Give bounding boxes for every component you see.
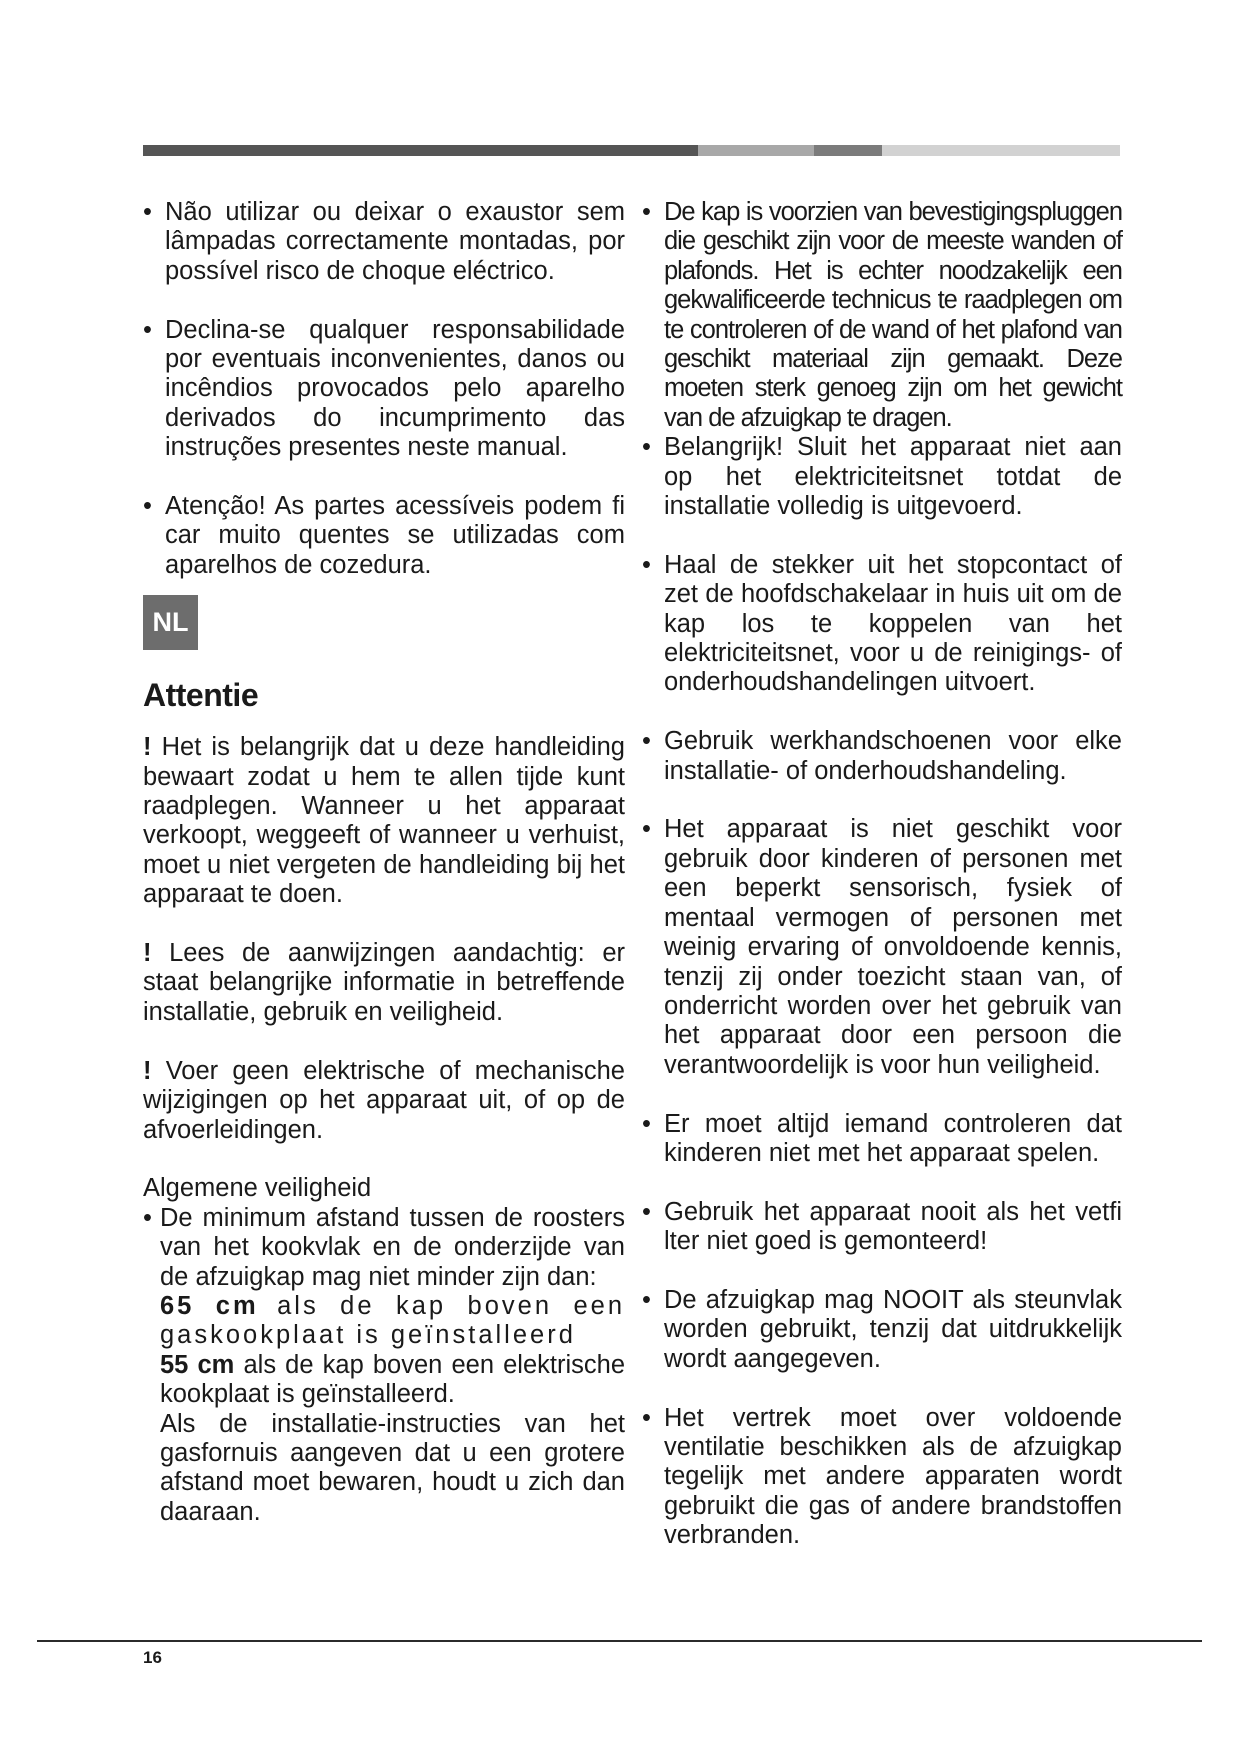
bullet-dot: • [642,1285,651,1314]
gas-distance: 65 cm als de kap boven een gaskookplaat is geïnstalleerd [160,1291,625,1350]
electric-distance: 55 cm als de kap boven een elektrische kookplaat is geïnstalleerd. [160,1350,626,1409]
bullet-dot: • [642,1403,651,1432]
distance-note: Als de installatie-instructies van het gasfornuis aangeven dat u een grotere afstand moet bewaren, houdt u zich dan daaraan. [160,1409,625,1526]
nl-bullet: • De afzuigkap mag NOOIT als steunvlak worden gebruikt, tenzij dat uitdrukkelijk wordt aangegeven. [642,1285,1122,1373]
warning-paragraph: ! Het is belangrijk dat u deze handleiding bewaart zodat u hem te allen tijde kunt raadplegen. Wanneer u het apparaat verkoopt, weggeeft of wanneer u verhuist, moet u niet vergeten de handleiding bij het apparaat te doen. [143,733,625,909]
nl-bullet: • Haal de stekker uit het stopcontact of zet de hoofdschakelaar in huis uit om de kap los te koppelen van het elektriciteitsnet, voor u de reinigings- of onderhoudshandelingen uitvoert. [642,550,1122,697]
bullet-dot: • [143,492,152,521]
bullet-dot: • [143,198,152,226]
left-column [143,198,625,1527]
pt-bullet: • Não utilizar ou deixar o exaustor sem lâmpadas correctamente montadas, por possível risco de choque eléctrico. [143,198,625,285]
warning-mark: ! [143,939,152,968]
nl-bullet: • Het vertrek moet over voldoende ventilatie beschikken als de afzuigkap tegelijk met andere apparaten wordt gebruikt die gas of andere brandstoffen verbranden. [642,1403,1122,1550]
header-color-bar [143,145,1120,156]
bullet-dot: • [642,1109,651,1138]
nl-bullet: • Er moet altijd iemand controleren dat kinderen niet met het apparaat spelen. [642,1109,1122,1167]
electric-distance-value: 55 cm [160,1350,235,1379]
warning-paragraph: ! Lees de aanwijzingen aandachtig: er staat belangrijke informatie in betreffende installatie, gebruik en veiligheid. [143,939,625,1026]
bullet-dot: • [642,727,651,756]
warning-mark: ! [143,1056,152,1085]
section-heading: Attentie [143,677,259,714]
language-badge: NL [143,595,198,650]
page-number: 16 [143,1648,162,1667]
header-bar-light [882,145,1120,156]
pt-bullet: • Atenção! As partes acessíveis podem fi car muito quentes se utilizadas com aparelhos de cozedura. [143,492,625,579]
nl-bullet: • Gebruik het apparaat nooit als het vetfi lter niet goed is gemonteerd! [642,1197,1122,1256]
bullet-dot: • [642,198,650,226]
nl-bullet: • De kap is voorzien van bevestigingspluggen die geschikt zijn voor de meeste wanden of plafonds. Het is echter noodzakelijk een gekwalificeerde technicus te raadplegen om te controleren of de wand of het plafond van geschikt materiaal zijn gemaakt. Deze moeten sterk genoeg zijn om het gewicht van de afzuigkap te dragen. [642,198,1122,432]
header-bar-darkmid [814,145,882,156]
right-column [642,198,1122,1551]
bullet-dot: • [143,315,152,344]
nl-bullet: • Belangrijk! Sluit het apparaat niet aan op het elektriciteitsnet totdat de installatie volledig is uitgevoerd. [642,433,1122,521]
nl-bullet: • Gebruik werkhandschoenen voor elke installatie- of onderhoudshandeling. [642,727,1122,785]
bullet-dot: • [642,815,651,844]
nl-bullet: • Het apparaat is niet geschikt voor gebruik door kinderen of personen met een beperkt sensorisch, fysiek of mentaal vermogen of personen met weinig ervaring of onvoldoende kennis, tenzij zij onder toezicht staan van, of onderricht worden over het gebruik van het apparaat door een persoon die verantwoordelijk is voor hun veiligheid. [642,815,1122,1079]
bullet-dot: • [642,550,651,579]
bullet-dot: • [143,1203,152,1232]
distance-bullet: • De minimum afstand tussen de roosters van het kookvlak en de onderzijde van de afzuigkap mag niet minder zijn dan: [143,1203,625,1291]
header-bar-mid [698,145,814,156]
warning-paragraph: ! Voer geen elektrische of mechanische wijzigingen op het apparaat uit, of op de afvoerleidingen. [143,1056,625,1144]
gas-distance-value: 65 cm [160,1291,259,1320]
bullet-dot: • [642,1197,651,1226]
footer-rule [37,1640,1202,1642]
pt-bullet: • Declina-se qualquer responsabilidade por eventuais inconvenientes, danos ou incêndios provocados pelo aparelho derivados do incumprimento das instruções presentes neste manual. [143,315,625,462]
header-bar-dark [143,145,698,156]
warning-mark: ! [143,733,152,762]
subsection-title: Algemene veiligheid [143,1174,372,1203]
bullet-dot: • [642,433,651,462]
